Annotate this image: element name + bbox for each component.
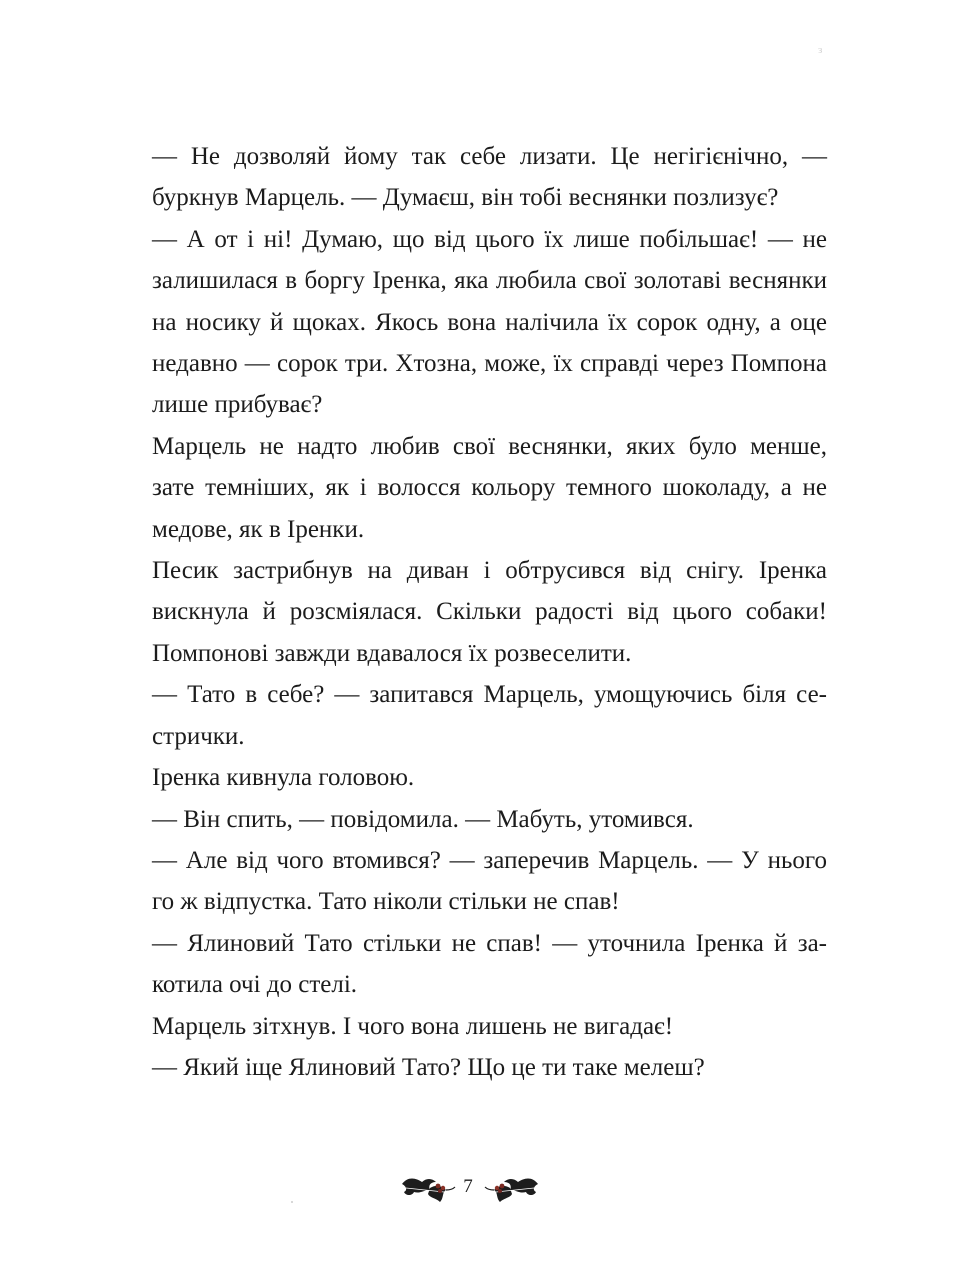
- text-line: стрички.: [152, 722, 245, 750]
- text-line: — Не дозволяй йому так себе лизати. Це негігієнічно, —: [152, 143, 827, 170]
- body-text: [152, 136, 827, 1088]
- text-line: Марцель зітхнув. І чого вона лишень не вигадає!: [152, 1012, 674, 1040]
- paragraph-3: [152, 426, 827, 550]
- paragraph-4: [152, 550, 827, 674]
- text-line: буркнув Марцель. — Думаєш, він тобі веснянки позлизує?: [152, 184, 779, 212]
- text-line: — Ялиновий Тато стільки не спав! — уточнила Іренка й за-: [152, 929, 827, 957]
- text-line: недавно — сорок три. Хтозна, може, їх справді через Помпона: [152, 350, 827, 378]
- corner-mark: з: [818, 44, 823, 56]
- text-line: Марцель не надто любив свої веснянки, яких було менше,: [152, 432, 827, 460]
- text-line: лише прибуває?: [152, 391, 323, 419]
- text-line: залишилася в боргу Іренка, яка любила свої золотаві веснянки: [152, 267, 827, 295]
- text-line: — Тато в себе? — запитався Марцель, умощуючись біля се-: [152, 681, 827, 709]
- text-line: Іренка кивнула головою.: [152, 764, 415, 792]
- text-line: — Який іще Ялиновий Тато? Що це ти таке мелеш?: [152, 1053, 705, 1081]
- paragraph-1: [152, 136, 827, 219]
- text-line: го ж відпустка. Тато ніколи стільки не спав!: [152, 888, 620, 916]
- holly-icon: [484, 1172, 540, 1206]
- page-footer: [0, 1170, 955, 1210]
- text-line: зате темніших, як і волосся кольору темного шоколаду, а не: [152, 474, 827, 502]
- text-line: котила очі до стелі.: [152, 971, 358, 999]
- print-speck: [291, 1201, 293, 1203]
- text-line: — А от і ні! Думаю, що від цього їх лише побільшає! — не: [152, 225, 827, 253]
- paragraph-2: [152, 219, 827, 426]
- text-line: — Але від чого втомився? — заперечив Марцель. — У нього: [152, 846, 827, 874]
- paragraph-7: [152, 799, 827, 840]
- paragraph-6: [152, 757, 827, 798]
- holly-icon: [400, 1172, 456, 1206]
- text-line: — Він спить, — повідомила. — Мабуть, утомився.: [152, 805, 694, 833]
- page-number: 7: [463, 1176, 473, 1197]
- text-line: вискнула й розсміялася. Скільки радості від цього собаки!: [152, 598, 827, 626]
- text-line: Песик застрибнув на диван і обтрусився від снігу. Іренка: [152, 557, 827, 585]
- paragraph-5: [152, 674, 827, 757]
- text-line: на носику й щоках. Якось вона налічила їх сорок одну, а оце: [152, 308, 827, 336]
- text-line: Помпонові завжди вдавалося їх розвеселити.: [152, 639, 632, 667]
- paragraph-11: [152, 1047, 827, 1088]
- text-line: медове, як в Іренки.: [152, 515, 365, 543]
- paragraph-9: [152, 923, 827, 1006]
- paragraph-10: [152, 1006, 827, 1047]
- paragraph-8: [152, 840, 827, 923]
